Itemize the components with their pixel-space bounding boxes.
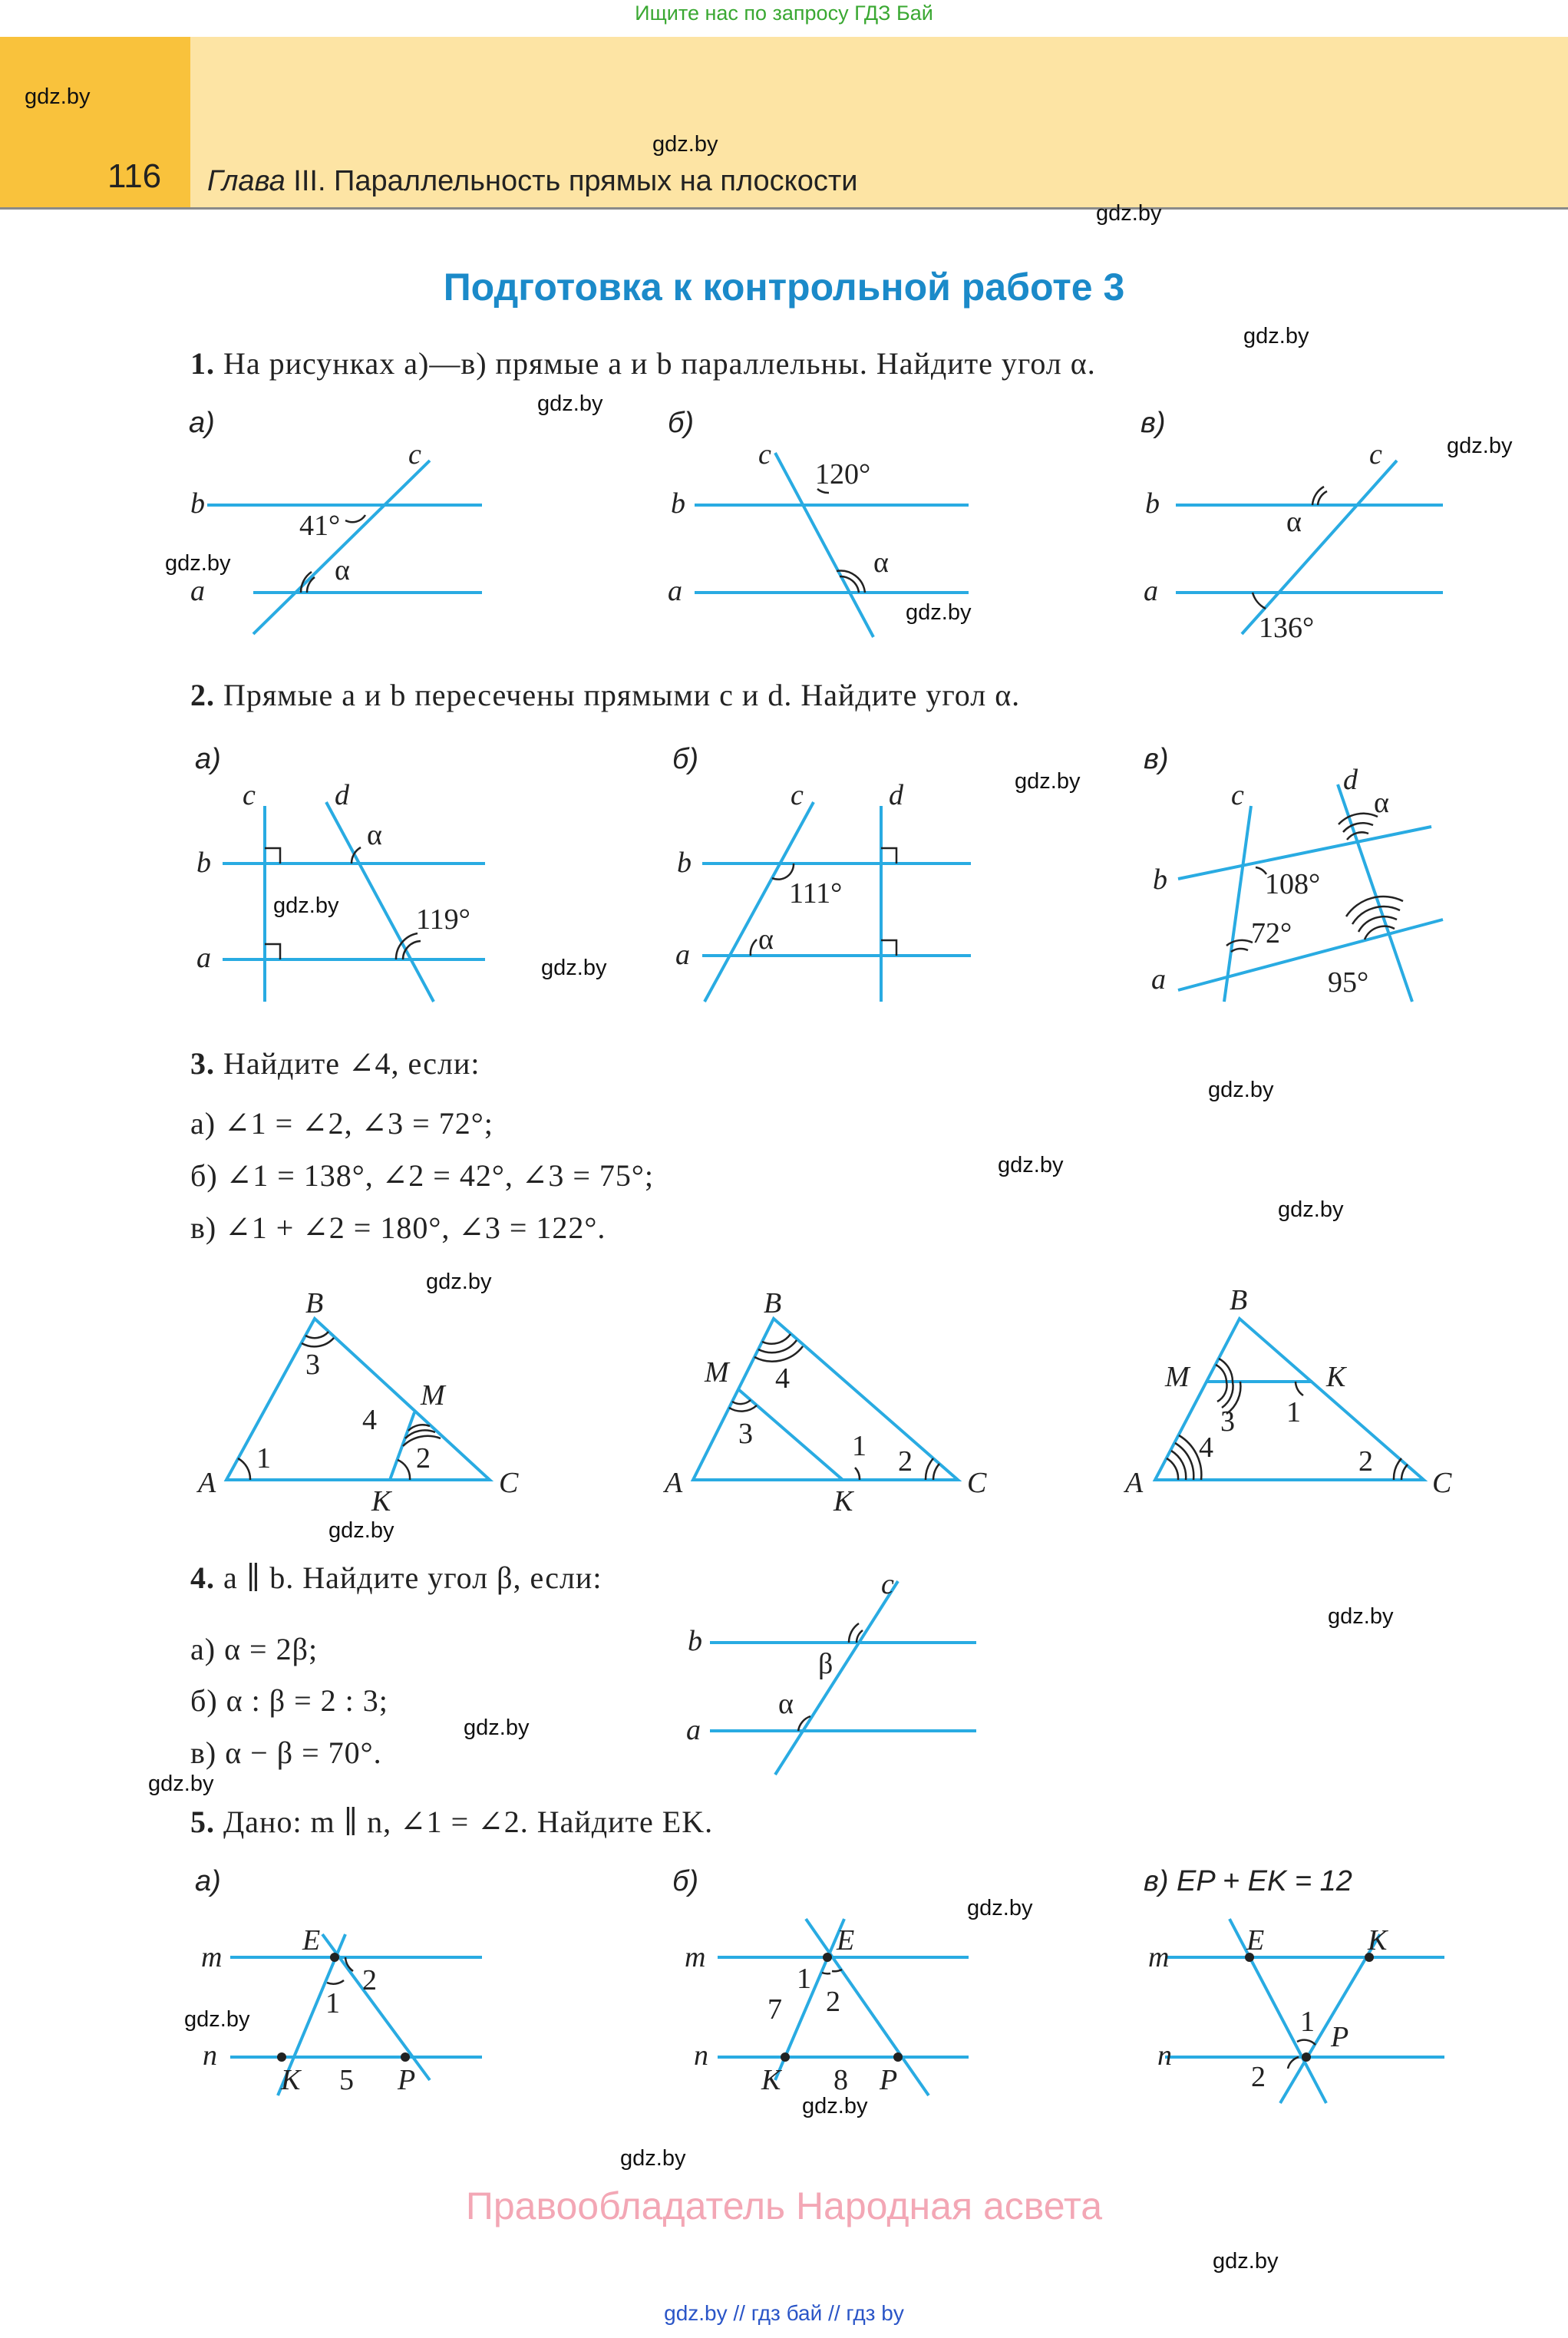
figure-4 <box>686 1568 976 1775</box>
angle-value: 41° <box>299 510 341 542</box>
label-c: c <box>881 1568 894 1600</box>
task-text: Дано: m ∥ n, ∠1 = ∠2. Найдите EK. <box>223 1805 714 1839</box>
angle-arc <box>305 1332 328 1338</box>
line-kp <box>1280 1934 1380 2103</box>
angle-number: 4 <box>362 1404 377 1436</box>
label-a: a <box>686 1714 701 1746</box>
vertex-m: M <box>1165 1361 1190 1393</box>
right-angle-mark <box>881 940 896 956</box>
angle-arc <box>1343 823 1373 832</box>
watermark: gdz.by <box>464 1716 530 1740</box>
figure-1c <box>1144 438 1443 644</box>
angle-value: 108° <box>1265 868 1321 900</box>
angle-value: 72° <box>1251 917 1292 949</box>
angle-alpha: α <box>873 547 889 579</box>
angle-number: 2 <box>1251 2061 1266 2093</box>
point-k-label: K <box>761 2064 781 2096</box>
sub-label: в) <box>1141 407 1166 439</box>
watermark: gdz.by <box>1278 1197 1344 1222</box>
figure-2a <box>196 779 485 1002</box>
segment-length: 7 <box>767 1993 782 2026</box>
label-d: d <box>335 779 349 811</box>
label-c: c <box>243 779 256 811</box>
angle-arc <box>1296 1382 1303 1395</box>
label-a: a <box>190 575 205 607</box>
angle-number: 2 <box>416 1442 431 1474</box>
triangle <box>693 1319 958 1480</box>
point-e-label: E <box>1246 1924 1265 1957</box>
angle-value: 120° <box>815 458 871 490</box>
label-b: b <box>1153 864 1167 896</box>
figure-3c <box>1123 1284 1452 1499</box>
task-text: Прямые a и b пересечены прямыми c и d. Найдите угол α. <box>223 678 1021 712</box>
label-a: a <box>1151 963 1166 996</box>
line-ep <box>806 1919 929 2095</box>
watermark: gdz.by <box>537 391 603 416</box>
sub-label: б) <box>672 1865 699 1897</box>
point-k <box>277 2052 286 2062</box>
watermark: gdz.by <box>652 132 718 157</box>
task-text: a ∥ b. Найдите угол β, если: <box>223 1560 602 1595</box>
figure-5b <box>685 1919 969 2096</box>
angle-arc <box>302 1338 334 1346</box>
vertex-m: M <box>421 1379 445 1412</box>
angle-value: 136° <box>1259 612 1315 644</box>
angle-arc <box>1288 2057 1299 2069</box>
angle-number: 2 <box>826 1986 840 2018</box>
task-3-item: б) ∠1 = 138°, ∠2 = 42°, ∠3 = 75°; <box>190 1158 654 1193</box>
angle-number: 1 <box>1300 2006 1315 2038</box>
sub-label: в) EP + EK = 12 <box>1144 1865 1352 1897</box>
line-c <box>775 1581 898 1775</box>
label-n: n <box>1157 2039 1172 2072</box>
watermark: gdz.by <box>1213 2249 1279 2274</box>
label-a: a <box>1144 575 1158 607</box>
task-number: 5. <box>190 1805 215 1839</box>
sub-label: а) <box>195 743 221 775</box>
label-b: b <box>196 847 211 879</box>
watermark: gdz.by <box>620 2146 686 2171</box>
figure-2c <box>1151 764 1443 1002</box>
label-c: c <box>1231 779 1244 811</box>
right-angle-mark <box>265 848 280 864</box>
point-e <box>330 1953 339 1962</box>
vertex-a: A <box>198 1467 216 1499</box>
figure-5a <box>201 1924 482 2096</box>
vertex-c: C <box>499 1467 519 1499</box>
label-m: m <box>1148 1941 1170 1973</box>
angle-arc <box>238 1458 250 1480</box>
right-angle-mark <box>265 944 280 959</box>
point-p <box>401 2052 410 2062</box>
angle-number: 3 <box>738 1418 753 1450</box>
task-number: 2. <box>190 678 215 712</box>
sub-label: а) <box>195 1865 221 1897</box>
angle-beta: β <box>818 1648 834 1680</box>
angle-arc <box>1352 906 1400 924</box>
angle-number: 3 <box>1220 1405 1235 1438</box>
point-p-label: P <box>1331 2021 1349 2053</box>
watermark: gdz.by <box>906 600 972 625</box>
angle-arc <box>729 1405 757 1412</box>
angle-arc <box>1253 593 1266 609</box>
sub-label: б) <box>672 743 699 775</box>
figure-2b <box>675 779 971 1002</box>
angle-arc <box>327 1980 344 1984</box>
angle-alpha: α <box>1286 506 1302 538</box>
point-p <box>893 2052 903 2062</box>
angle-arc <box>1318 491 1327 505</box>
watermark: gdz.by <box>967 1896 1033 1920</box>
point-p-label: P <box>880 2064 898 2096</box>
task-number: 1. <box>190 346 215 381</box>
angle-number: 4 <box>775 1362 790 1395</box>
label-n: n <box>203 2039 217 2072</box>
task-4-item: в) α − β = 70°. <box>190 1735 382 1770</box>
label-m: m <box>201 1941 223 1973</box>
label-c: c <box>791 779 804 811</box>
angle-alpha: α <box>778 1688 794 1720</box>
point-e-label: E <box>837 1924 855 1957</box>
task-3-item: в) ∠1 + ∠2 = 180°, ∠3 = 122°. <box>190 1210 606 1245</box>
figure-5c <box>1148 1919 1444 2103</box>
watermark: gdz.by <box>273 893 339 918</box>
angle-arc <box>1346 897 1403 916</box>
angle-number: 2 <box>898 1445 913 1478</box>
point-e-label: E <box>302 1924 321 1957</box>
sub-label: б) <box>668 407 695 439</box>
watermark: gdz.by <box>1243 324 1309 348</box>
vertex-c: C <box>1432 1467 1452 1499</box>
vertex-c: C <box>967 1467 987 1499</box>
sub-label: а) <box>189 407 215 439</box>
angle-arc <box>1179 1435 1201 1480</box>
angle-arc <box>345 515 365 522</box>
label-a: a <box>196 942 211 974</box>
point-k <box>781 2052 790 2062</box>
angle-arc <box>832 1970 842 1971</box>
label-b: b <box>677 847 692 879</box>
chapter-label: Глава <box>207 165 286 197</box>
angle-number: 4 <box>1199 1432 1213 1464</box>
task-4-item: б) α : β = 2 : 3; <box>190 1683 388 1718</box>
angle-alpha: α <box>758 923 774 956</box>
label-a: a <box>668 575 682 607</box>
top-note: Ищите нас по запросу ГДЗ Бай <box>635 2 933 25</box>
chapter-name: III. Параллельность прямых на плоскости <box>293 165 858 197</box>
vertex-m: M <box>705 1356 729 1389</box>
watermark: gdz.by <box>184 2007 250 2032</box>
label-d: d <box>889 779 903 811</box>
angle-alpha: α <box>367 819 382 851</box>
angle-arc <box>1216 1365 1226 1382</box>
angle-value: 95° <box>1328 966 1369 999</box>
angle-number: 2 <box>362 1964 377 1996</box>
angle-value: 111° <box>789 877 843 910</box>
vertex-b: B <box>764 1287 782 1319</box>
label-c: c <box>408 438 421 471</box>
label-b: b <box>1145 487 1160 520</box>
vertex-a: A <box>665 1467 683 1499</box>
angle-arc <box>1394 1458 1401 1480</box>
segment-mk <box>738 1389 843 1480</box>
angle-number: 1 <box>1286 1396 1301 1428</box>
label-c: c <box>1369 438 1382 471</box>
page-title: Подготовка к контрольной работе 3 <box>443 266 1125 309</box>
label-m: m <box>685 1941 706 1973</box>
watermark: gdz.by <box>25 84 91 109</box>
angle-arc <box>855 1468 860 1480</box>
label-a: a <box>675 939 690 971</box>
label-d: d <box>1343 764 1358 796</box>
watermark: gdz.by <box>541 956 607 980</box>
figure-3b <box>662 1287 987 1517</box>
page-number: 116 <box>107 157 162 195</box>
angle-arc <box>926 1458 933 1480</box>
angle-arc <box>1226 940 1253 946</box>
label-b: b <box>190 487 205 520</box>
label-b: b <box>688 1625 702 1657</box>
task-text: На рисунках а)—в) прямые a и b параллельны. Найдите угол α. <box>223 346 1096 381</box>
angle-arc <box>1167 1458 1178 1480</box>
watermark: gdz.by <box>426 1270 492 1294</box>
angle-number: 1 <box>852 1430 867 1462</box>
figure-1b <box>668 438 972 637</box>
angle-arc <box>1358 916 1397 932</box>
angle-alpha: α <box>335 554 350 586</box>
angle-arc <box>1231 949 1248 952</box>
vertex-k: K <box>371 1485 391 1517</box>
watermark: gdz.by <box>1447 434 1513 458</box>
angle-arc <box>754 1346 803 1362</box>
angle-arc <box>1297 2040 1315 2045</box>
watermark: gdz.by <box>1096 201 1162 226</box>
segment-km <box>390 1412 414 1480</box>
watermark: gdz.by <box>1015 769 1081 794</box>
task-number: 4. <box>190 1560 215 1595</box>
figure-1a <box>190 438 482 634</box>
watermark: gdz.by <box>1208 1078 1274 1102</box>
angle-arc <box>403 941 421 959</box>
angle-alpha: α <box>1374 787 1389 819</box>
point-p <box>1302 2052 1311 2062</box>
watermark: gdz.by <box>802 2094 868 2118</box>
copyright-notice: Правообладатель Народная асвета <box>465 2184 1103 2227</box>
label-n: n <box>694 2039 708 2072</box>
task-number: 3. <box>190 1046 215 1081</box>
angle-number: 1 <box>325 1987 340 2019</box>
angle-arc <box>398 1460 410 1480</box>
sub-label: в) <box>1144 743 1169 775</box>
watermark: gdz.by <box>1328 1604 1394 1629</box>
angle-arc <box>1217 1382 1227 1402</box>
watermark: gdz.by <box>998 1153 1064 1177</box>
segment-length: 5 <box>339 2064 354 2096</box>
watermark: gdz.by <box>148 1772 214 1796</box>
vertex-a: A <box>1125 1467 1144 1499</box>
vertex-b: B <box>1230 1284 1248 1316</box>
vertex-k: K <box>834 1485 853 1517</box>
figure-3a <box>196 1287 519 1517</box>
task-4-item: а) α = 2β; <box>190 1632 319 1666</box>
right-angle-mark <box>881 848 896 864</box>
watermark: gdz.by <box>328 1518 394 1543</box>
label-b: b <box>671 487 685 520</box>
point-p-label: P <box>398 2064 416 2096</box>
angle-value: 119° <box>416 903 470 936</box>
angle-number: 1 <box>256 1442 271 1474</box>
angle-arc <box>732 1400 751 1404</box>
angle-arc <box>933 1464 939 1480</box>
label-c: c <box>758 438 771 471</box>
task-text: Найдите ∠4, если: <box>223 1046 480 1081</box>
point-k-label: K <box>1368 1924 1388 1957</box>
angle-number: 3 <box>305 1349 320 1381</box>
point-e <box>823 1953 832 1962</box>
vertex-b: B <box>305 1287 324 1319</box>
vertex-k: K <box>1326 1361 1346 1393</box>
segment-length: 8 <box>834 2064 848 2096</box>
watermark: gdz.by <box>165 551 231 576</box>
footer-links[interactable]: gdz.by // гдз бай // гдз by <box>664 2301 904 2325</box>
angle-arc <box>751 939 757 956</box>
angle-number: 1 <box>797 1963 811 1995</box>
point-k-label: K <box>281 2064 301 2096</box>
angle-arc <box>1401 1465 1408 1480</box>
line-c <box>253 461 430 634</box>
angle-number: 2 <box>1358 1445 1373 1478</box>
task-3-item: а) ∠1 = ∠2, ∠3 = 72°; <box>190 1106 494 1141</box>
